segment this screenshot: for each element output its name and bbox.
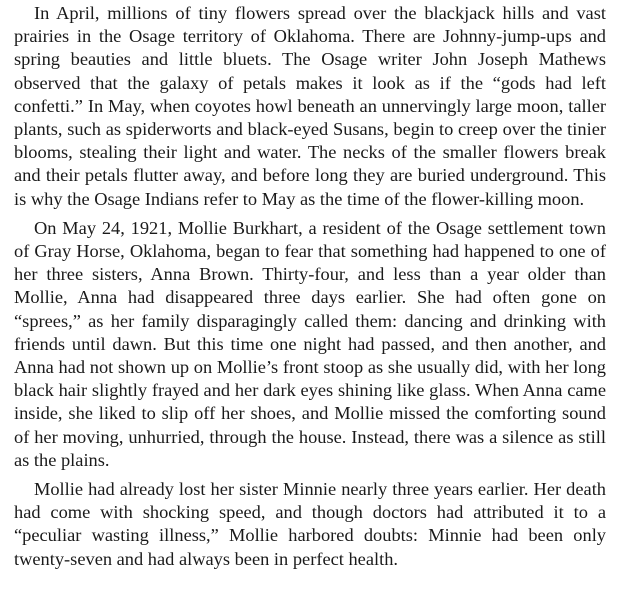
paragraph-minnie-death: Mollie had already lost her sister Minnie nearly three years earlier. Her death had come with shocking speed, and though doctors had attributed it to a “peculiar wasting illness,” Mollie harbored doubts: Minnie had been only twenty-seven and had always been in perfect health. xyxy=(14,479,606,569)
paragraph-anna-disappearance: On May 24, 1921, Mollie Burkhart, a resident of the Osage settlement town of Gray Horse, Oklahoma, began to fear that something had happened to one of her three sisters, Anna Brown. Thirty-four, and less than a year older than Mollie, Anna had disappeared three days earlier. She had often gone on “sprees,” as her family disparagingly called them: dancing and drinking with friends until dawn. But this time one night had passed, and then another, and Anna had not shown up on Mollie’s front stoop as she usually did, with her long black hair slightly frayed and her dark eyes shining like glass. When Anna came inside, she liked to slip off her shoes, and Mollie missed the comforting sound of her moving, unhurried, through the house. Instead, there was a silence as still as the plains. xyxy=(14,217,606,470)
document-page xyxy=(14,2,606,571)
paragraph-flowers: In April, millions of tiny flowers spread over the blackjack hills and vast prairies in the Osage territory of Oklahoma. There are Johnny-jump-ups and spring beauties and little bluets. The Osage writer John Joseph Mathews observed that the galaxy of petals makes it look as if the “gods had left confetti.” In May, when coyotes howl beneath an unnervingly large moon, taller plants, such as spiderworts and black-eyed Susans, begin to creep over the tinier blooms, stealing their light and water. The necks of the smaller flowers break and their petals flutter away, and before long they are buried underground. This is why the Osage Indians refer to May as the time of the flower-killing moon. xyxy=(14,3,606,209)
